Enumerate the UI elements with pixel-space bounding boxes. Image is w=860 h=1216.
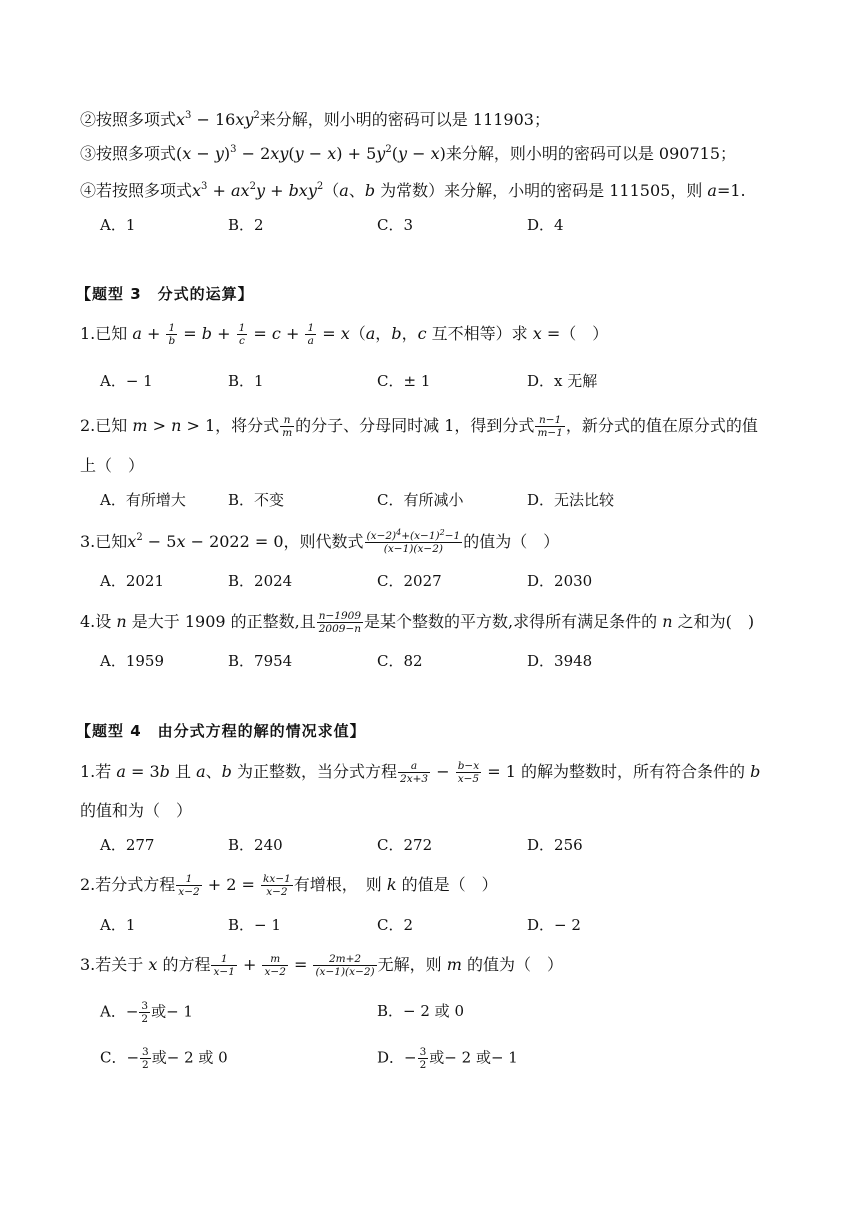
section-4-title: 【题型 4 由分式方程的解的情况求值】: [76, 722, 366, 740]
option-a[interactable]: A．1: [100, 216, 136, 234]
s3-q3-stem: 3.已知$x^2 - 5x - 2022 = 0$，则代数式 $\frac{(x-2)^4+(x-1)^2-1}{(x-1)(x-2)}$ 的值为（ ）: [80, 528, 560, 555]
carryover-item-3: ③按照多项式$(x - y)^3 - 2xy(y - x) + 5y^2(y - x)$来分解，则小明的密码可以是 090715；: [80, 144, 737, 163]
option-a[interactable]: A．277: [100, 836, 155, 854]
option-d[interactable]: D．4: [527, 216, 564, 234]
s4-q3-stem: 3.若关于 x 的方程 $\frac{1}{x-1}$ + $\frac{m}{x-2}$ = $\frac{2m+2}{(x-1)(x-2)}$ 无解，则 m 的值为（ ）: [80, 953, 563, 978]
option-b[interactable]: B．2: [228, 216, 264, 234]
option-d[interactable]: D．2030: [527, 572, 593, 590]
option-d[interactable]: D．3948: [527, 652, 593, 670]
option-d[interactable]: D．x 无解: [527, 372, 598, 390]
option-d[interactable]: D．256: [527, 836, 583, 854]
option-c[interactable]: C．82: [377, 652, 423, 670]
section-3-title: 【题型 3 分式的运算】: [76, 285, 254, 303]
option-b[interactable]: B．− 1: [228, 916, 281, 934]
option-c[interactable]: C．± 1: [377, 372, 431, 390]
option-b[interactable]: B．240: [228, 836, 283, 854]
option-a[interactable]: A．− $\frac{3}{2}$ 或− 1: [100, 1000, 193, 1025]
option-c[interactable]: C．272: [377, 836, 433, 854]
option-d[interactable]: D．− 2: [527, 916, 581, 934]
option-c[interactable]: C．3: [377, 216, 414, 234]
option-d[interactable]: D．无法比较: [527, 491, 615, 509]
option-c[interactable]: C．2027: [377, 572, 442, 590]
option-c[interactable]: C．2: [377, 916, 414, 934]
s3-q2-stem-line1: 2.已知 m > n > 1，将分式 $\frac{n}{m}$ 的分子、分母同时减 1，得到分式 $\frac{n-1}{m-1}$ ，新分式的值在原分式的值: [80, 414, 758, 439]
option-c[interactable]: C．有所减小: [377, 491, 464, 509]
s3-q1-stem: 1.已知 a + $\frac{1}{b}$ = b + $\frac{1}{c}$ = c + $\frac{1}{a}$ = x（a，b，c 互不相等）求 x =（ ）: [80, 322, 609, 347]
option-b[interactable]: B．7954: [228, 652, 293, 670]
s3-q4-stem: 4.设 n 是大于 1909 的正整数,且 $\frac{n-1909}{2009-n}$ 是某个整数的平方数,求得所有满足条件的 n 之和为( ): [80, 610, 755, 635]
option-b[interactable]: B．− 2 或 0: [377, 1002, 464, 1020]
carryover-item-4: ④若按照多项式$x^3 + ax^2y + bxy^2(a$、b 为常数）来分解，小明的密码是 111505，则 a=1.: [80, 181, 746, 200]
option-a[interactable]: A．1959: [100, 652, 165, 670]
s3-q2-stem-line2: 上（ ）: [80, 456, 145, 475]
option-a[interactable]: A．2021: [100, 572, 165, 590]
carryover-item-2: ②按照多项式$x^3 - 16xy^2$来分解，则小明的密码可以是 111903；: [80, 110, 550, 129]
option-b[interactable]: B．2024: [228, 572, 293, 590]
option-b[interactable]: B．1: [228, 372, 264, 390]
option-a[interactable]: A．有所增大: [100, 491, 186, 509]
option-a[interactable]: A．− 1: [100, 372, 153, 390]
s4-q1-stem-line2: 的值和为（ ）: [80, 801, 193, 820]
option-a[interactable]: A．1: [100, 916, 136, 934]
s4-q1-stem-line1: 1.若 a = 3b 且 a、b 为正整数，当分式方程 $\frac{a}{2x+3}$ − $\frac{b-x}{x-5}$ = 1 的解为整数时，所有符合条件的 b: [80, 760, 761, 785]
option-b[interactable]: B．不变: [228, 491, 285, 509]
option-c[interactable]: C．− $\frac{3}{2}$ 或− 2 或 0: [100, 1046, 228, 1071]
option-d[interactable]: D．− $\frac{3}{2}$ 或− 2 或− 1: [377, 1046, 518, 1071]
s4-q2-stem: 2.若分式方程 $\frac{1}{x-2}$ + 2 = $\frac{kx-1}{x-2}$ 有增根， 则 k 的值是（ ）: [80, 873, 498, 898]
